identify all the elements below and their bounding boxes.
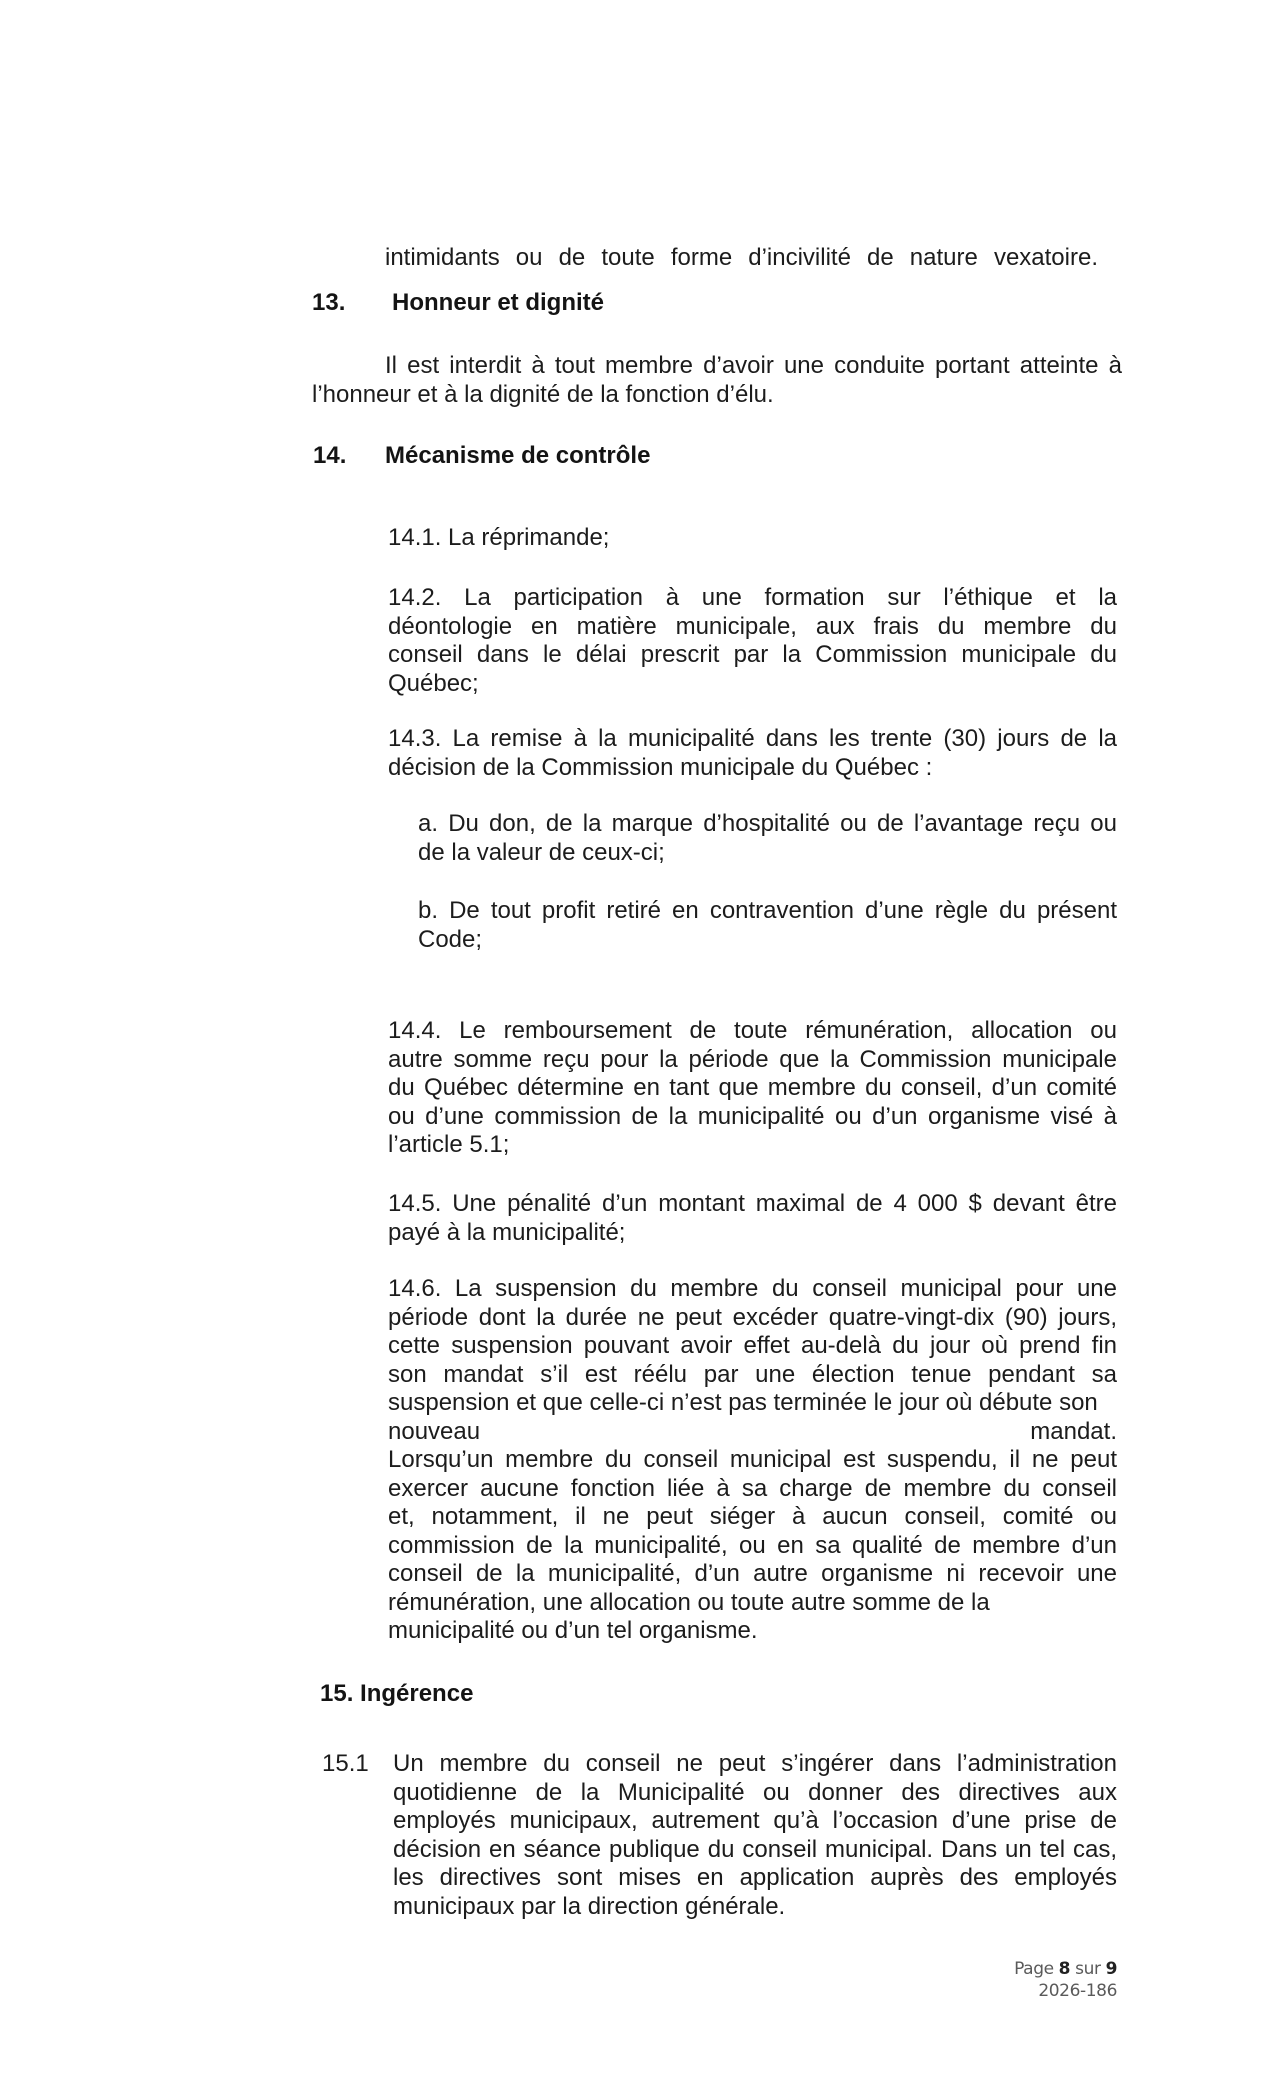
text-line: Québec; bbox=[388, 669, 479, 697]
item-14-4 bbox=[388, 1017, 1117, 1160]
text-line: autre somme reçu pour la période que la Commission municipale bbox=[388, 1045, 1117, 1073]
text-line: payé à la municipalité; bbox=[388, 1218, 626, 1246]
text-line: 14.4. Le remboursement de toute rémunération, allocation ou bbox=[388, 1017, 1117, 1044]
text-line: suspension et que celle-ci n’est pas terminée le jour où débute son bbox=[388, 1389, 1098, 1416]
section-number: 14. bbox=[313, 442, 347, 469]
section-15-heading bbox=[320, 1680, 920, 1709]
text-line: l’article 5.1; bbox=[388, 1131, 510, 1158]
item-number: 15.1 bbox=[322, 1750, 369, 1777]
text-line: municipaux par la direction générale. bbox=[393, 1892, 786, 1920]
section-14-heading bbox=[313, 442, 913, 471]
text-line: Lorsqu’un membre du conseil municipal est suspendu, il ne peut bbox=[388, 1446, 1117, 1473]
text-line: 14.3. La remise à la municipalité dans les trente (30) jours de la bbox=[388, 725, 1117, 752]
sub-item-a bbox=[418, 810, 1117, 867]
text-line: décision de la Commission municipale du Québec : bbox=[388, 753, 933, 781]
item-14-6 bbox=[388, 1275, 1117, 1646]
text-line: conseil dans le délai prescrit par la Commission municipale du bbox=[388, 641, 1117, 668]
text-line: quotidienne de la Municipalité ou donner des directives aux bbox=[393, 1778, 1117, 1806]
item-14-1 bbox=[388, 524, 1117, 553]
item-15-1-text bbox=[393, 1750, 1117, 1921]
text-line: Code; bbox=[418, 925, 483, 953]
text-line: cette suspension pouvant avoir effet au-delà du jour où prend fin bbox=[388, 1332, 1117, 1359]
text-line: exercer aucune fonction liée à sa charge de membre du conseil bbox=[388, 1474, 1117, 1502]
text-line: municipalité ou d’un tel organisme. bbox=[388, 1617, 758, 1644]
text-line: Il est interdit à tout membre d’avoir une conduite portant atteinte à bbox=[385, 352, 1122, 379]
item-14-2 bbox=[388, 584, 1117, 698]
section-number: 13. bbox=[312, 289, 346, 316]
text-line: de la valeur de ceux-ci; bbox=[418, 838, 665, 866]
text-line: intimidants ou de toute forme d’incivilité de nature vexatoire. bbox=[385, 244, 1098, 271]
text-line: 14.5. Une pénalité d’un montant maximal de 4 000 $ devant être bbox=[388, 1190, 1117, 1217]
section-13-heading bbox=[312, 289, 912, 318]
text-line: rémunération, une allocation ou toute autre somme de la bbox=[388, 1588, 990, 1616]
text-line: période dont la durée ne peut excéder quatre-vingt-dix (90) jours, bbox=[388, 1303, 1117, 1331]
text-line: commission de la municipalité, ou en sa qualité de membre d’un bbox=[388, 1531, 1117, 1559]
document-reference: 2026-186 bbox=[1038, 1981, 1117, 2001]
text-line: les directives sont mises en application auprès des employés bbox=[393, 1864, 1117, 1891]
text-line: 14.6. La suspension du membre du conseil municipal pour une bbox=[388, 1275, 1117, 1302]
page-footer bbox=[1014, 1958, 1117, 2002]
page-label: Page bbox=[1014, 1959, 1054, 1979]
text-line: conseil de la municipalité, d’un autre organisme ni recevoir une bbox=[388, 1560, 1117, 1587]
section-title: Mécanisme de contrôle bbox=[385, 442, 651, 469]
text-line: a. Du don, de la marque d’hospitalité ou de l’avantage reçu ou bbox=[418, 810, 1117, 837]
text-line: décision en séance publique du conseil municipal. Dans un tel cas, bbox=[393, 1835, 1117, 1863]
text-line: employés municipaux, autrement qu’à l’occasion d’une prise de bbox=[393, 1807, 1117, 1834]
item-14-5 bbox=[388, 1190, 1117, 1247]
section-title: 15. Ingérence bbox=[320, 1680, 474, 1707]
text-line: nouveau mandat. bbox=[388, 1417, 1117, 1445]
item-14-3 bbox=[388, 725, 1117, 782]
text-line: ou d’une commission de la municipalité ou d’un organisme visé à bbox=[388, 1102, 1117, 1130]
section-13-paragraph bbox=[312, 352, 1122, 409]
page-separator: sur bbox=[1075, 1959, 1101, 1979]
section-title: Honneur et dignité bbox=[392, 289, 604, 316]
text-line: l’honneur et à la dignité de la fonction d’élu. bbox=[312, 380, 774, 408]
text-line: 14.1. La réprimande; bbox=[388, 524, 610, 551]
text-line: et, notamment, il ne peut siéger à aucun conseil, comité ou bbox=[388, 1503, 1117, 1530]
page-number bbox=[1014, 1958, 1117, 1980]
continuation-paragraph bbox=[385, 244, 1098, 273]
sub-item-b bbox=[418, 897, 1117, 954]
text-line: son mandat s’il est réélu par une élection tenue pendant sa bbox=[388, 1360, 1117, 1388]
text-line: Un membre du conseil ne peut s’ingérer dans l’administration bbox=[393, 1750, 1117, 1777]
text-line: 14.2. La participation à une formation sur l’éthique et la bbox=[388, 584, 1117, 611]
total-pages: 9 bbox=[1105, 1959, 1117, 1979]
current-page: 8 bbox=[1058, 1959, 1071, 1979]
text-line: b. De tout profit retiré en contravention d’une règle du présent bbox=[418, 897, 1117, 924]
text-line: du Québec détermine en tant que membre du conseil, d’un comité bbox=[388, 1074, 1117, 1101]
text-line: déontologie en matière municipale, aux frais du membre du bbox=[388, 612, 1117, 640]
